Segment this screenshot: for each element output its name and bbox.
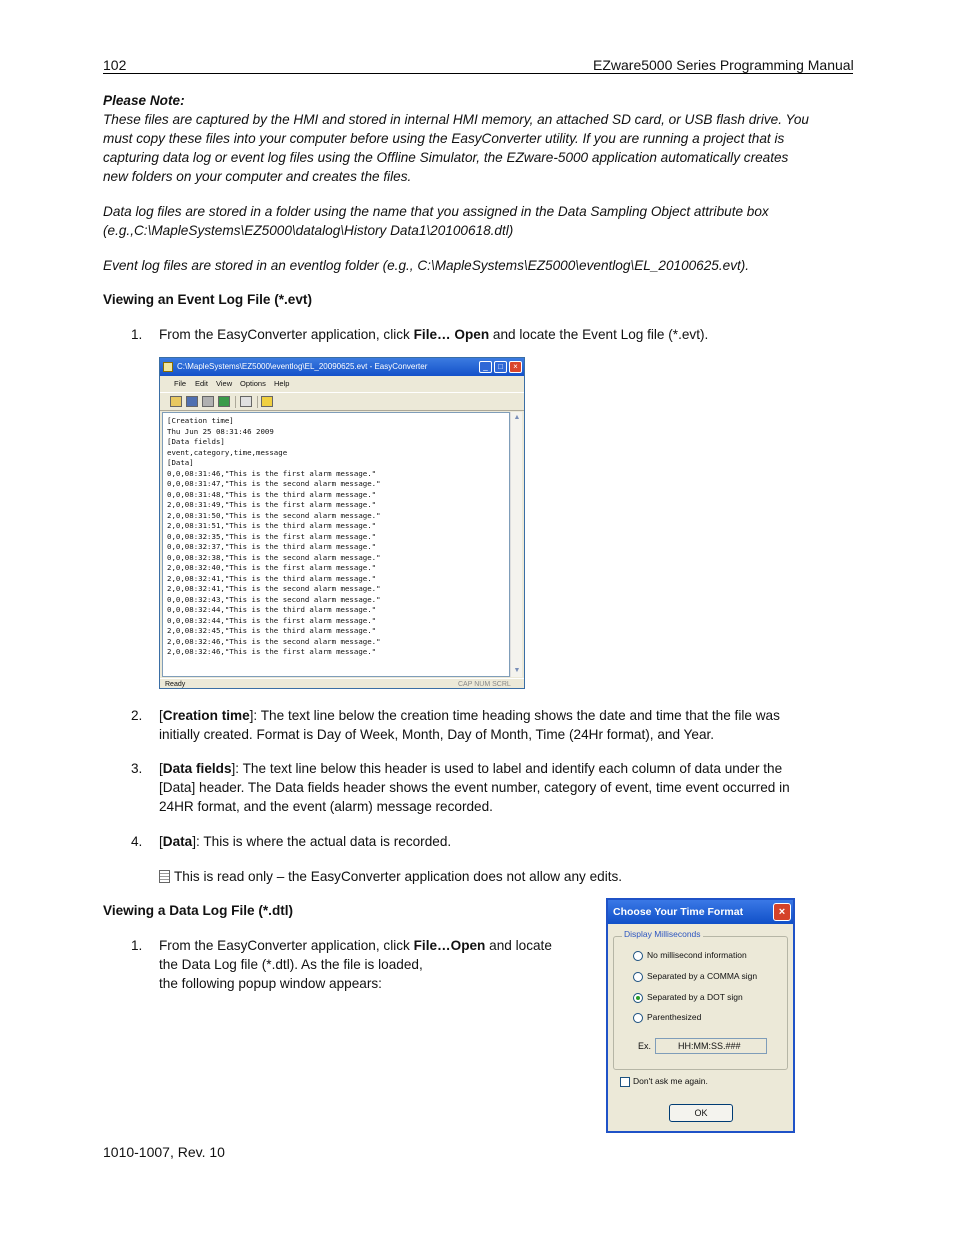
radio-label: Separated by a DOT sign <box>647 992 743 1002</box>
radio-label: Parenthesized <box>647 1012 702 1022</box>
radio-parenthesized[interactable] <box>633 1013 643 1023</box>
toolbar-separator <box>257 396 258 408</box>
section-heading-event: Viewing an Event Log File (*.evt) <box>103 292 312 307</box>
step-text <box>159 832 839 851</box>
step-number: 4. <box>131 834 143 849</box>
example-field: HH:MM:SS.### <box>655 1038 767 1054</box>
step-text-bold: File… Open <box>413 327 490 342</box>
menu-options[interactable]: Options <box>240 379 266 388</box>
status-ready: Ready <box>165 681 186 688</box>
step-text-pre: From the EasyConverter application, click <box>159 938 414 953</box>
open-icon[interactable] <box>170 396 182 407</box>
manual-title: EZware5000 Series Programming Manual <box>593 57 854 73</box>
step-text-post: and locate the Event Log file (*.evt). <box>489 327 709 342</box>
minimize-icon[interactable]: _ <box>479 361 492 373</box>
vertical-scrollbar[interactable] <box>510 412 522 677</box>
step-text <box>159 936 579 993</box>
group-label: Display Milliseconds <box>624 929 701 939</box>
radio-label: Separated by a COMMA sign <box>647 971 758 981</box>
note-label: Please Note: <box>103 93 185 108</box>
copy-icon[interactable] <box>240 396 252 407</box>
radio-label: No millisecond information <box>647 950 747 960</box>
log-line: 2,0,08:31:51,"This is the third alarm message." <box>167 521 377 530</box>
readonly-note-text: This is read only – the EasyConverter application does not allow any edits. <box>174 869 623 884</box>
log-line: 0,0,08:32:35,"This is the first alarm message." <box>167 531 377 541</box>
log-line: 0,0,08:31:46,"This is the first alarm message." <box>167 468 377 478</box>
radio-comma[interactable] <box>633 972 643 982</box>
print-icon[interactable] <box>202 396 214 407</box>
maximize-icon[interactable]: □ <box>494 361 507 373</box>
toolbar-separator <box>235 396 236 408</box>
easyconverter-window <box>159 357 525 689</box>
step-text-line: the Data Log file (*.dtl). As the file is loaded, <box>159 957 423 972</box>
step-text-rest: ]: The text line below the creation time heading shows the date and time that the file was <box>249 708 780 723</box>
log-line: 2,0,08:32:41,"This is the third alarm message." <box>167 573 377 583</box>
dont-ask-label: Don't ask me again. <box>633 1076 708 1086</box>
bracket-open: [ <box>159 761 163 776</box>
menu-bar <box>160 377 524 391</box>
log-line: 2,0,08:32:46,"This is the second alarm message." <box>167 636 381 646</box>
bracket-open: [ <box>159 708 163 723</box>
menu-view[interactable]: View <box>216 379 233 388</box>
step-text <box>159 325 839 344</box>
log-line: 0,0,08:31:48,"This is the third alarm message." <box>167 489 377 499</box>
example-label: Ex. <box>638 1041 652 1051</box>
radio-no-milliseconds[interactable] <box>633 951 643 961</box>
excel-icon[interactable] <box>218 396 230 407</box>
datalog-line: Data log files are stored in a folder using the name that you assigned in the Data Sampling Object attribute box <box>103 204 769 219</box>
page-number: 102 <box>103 57 127 73</box>
doc-number: 1010-1007, Rev. 10 <box>103 1144 225 1160</box>
note-line: capturing data log or event log files using the Offline Simulator, the EZware-5000 application automatically creates <box>103 150 789 165</box>
log-line: [Data fields] <box>167 437 225 446</box>
log-line: 0,0,08:32:38,"This is the second alarm message." <box>167 552 381 562</box>
log-line: 0,0,08:32:37,"This is the third alarm message." <box>167 542 377 551</box>
help-icon[interactable] <box>261 396 273 407</box>
status-bar <box>160 678 524 689</box>
menu-help[interactable]: Help <box>274 379 290 388</box>
step-text-pre: From the EasyConverter application, click <box>159 327 414 342</box>
note-paragraph <box>103 110 843 186</box>
dialog-titlebar[interactable] <box>608 900 793 924</box>
bracket-open: [ <box>159 834 163 849</box>
step-number: 2. <box>131 708 143 723</box>
readonly-note <box>159 867 839 886</box>
toolbar <box>160 392 524 411</box>
log-line: 0,0,08:32:43,"This is the second alarm message." <box>167 594 381 604</box>
step-text-line: [Data] header. The Data fields header shows the event number, category of event, time event occurred in <box>159 780 790 795</box>
log-line: 2,0,08:32:45,"This is the third alarm message." <box>167 626 377 635</box>
log-line: 0,0,08:31:47,"This is the second alarm message." <box>167 479 381 488</box>
eventlog-line: Event log files are stored in an eventlog folder (e.g., C:\MapleSystems\EZ5000\eventlog\EL_20100625.evt). <box>103 258 750 273</box>
dont-ask-checkbox[interactable] <box>620 1077 630 1087</box>
menu-file[interactable]: File <box>174 379 187 388</box>
scroll-up-icon[interactable]: ▲ <box>513 414 521 421</box>
close-icon[interactable]: × <box>509 361 522 373</box>
log-line: 2,0,08:32:46,"This is the first alarm message." <box>167 647 377 656</box>
dialog-title: Choose Your Time Format <box>613 906 744 918</box>
close-icon[interactable]: × <box>773 903 791 921</box>
log-line: event,category,time,message <box>167 447 288 457</box>
step-number: 1. <box>131 327 143 342</box>
log-line: 2,0,08:32:41,"This is the second alarm message." <box>167 584 381 593</box>
step-text-line: initially created. Format is Day of Week, Month, Day of Month, Time (24Hr format), and Year. <box>159 727 715 742</box>
step-text <box>159 706 839 744</box>
header-rule <box>103 73 853 74</box>
log-line: 0,0,08:32:44,"This is the first alarm message." <box>167 615 377 625</box>
save-icon[interactable] <box>186 396 198 407</box>
window-titlebar[interactable] <box>160 358 524 376</box>
note-line: These files are captured by the HMI and stored in internal HMI memory, an attached SD card, or USB flash drive. You <box>103 112 809 127</box>
step-text-rest: ]: This is where the actual data is recorded. <box>192 834 452 849</box>
app-icon <box>163 362 173 372</box>
log-line: [Creation time] <box>167 416 234 425</box>
step-text-line: the following popup window appears: <box>159 976 382 991</box>
datalog-line: (e.g.,C:\MapleSystems\EZ5000\datalog\History Data1\20100618.dtl) <box>103 223 514 238</box>
radio-dot[interactable] <box>633 993 643 1003</box>
step-number: 1. <box>131 938 143 953</box>
datalog-paragraph <box>103 202 843 240</box>
event-log-text-area[interactable] <box>162 412 510 677</box>
step-text-bold: Creation time <box>162 708 250 723</box>
step-text-bold: Data <box>162 834 193 849</box>
time-format-dialog <box>606 898 795 1133</box>
log-line: 0,0,08:32:44,"This is the third alarm message." <box>167 605 377 614</box>
log-line: 2,0,08:31:49,"This is the first alarm message." <box>167 500 377 509</box>
section-heading-data: Viewing a Data Log File (*.dtl) <box>103 903 294 918</box>
ok-button[interactable]: OK <box>669 1104 733 1122</box>
log-line: Thu Jun 25 08:31:46 2009 <box>167 426 274 436</box>
menu-edit[interactable]: Edit <box>195 379 208 388</box>
log-line: 2,0,08:31:50,"This is the second alarm message." <box>167 510 381 520</box>
status-indicators: CAP NUM SCRL <box>458 681 511 688</box>
step-text <box>159 759 839 816</box>
note-icon <box>159 870 170 883</box>
step-number: 3. <box>131 761 143 776</box>
window-title: C:\MapleSystems\EZ5000\eventlog\EL_20090625.evt - EasyConverter <box>177 362 428 371</box>
log-line: [Data] <box>167 458 194 467</box>
log-line: 2,0,08:32:40,"This is the first alarm message." <box>167 563 377 572</box>
step-text-line: 24HR format, and the event (alarm) message recorded. <box>159 799 493 814</box>
step-text-bold: Data fields <box>162 761 232 776</box>
step-text-rest: ]: The text line below this header is used to label and identify each column of data under the <box>231 761 783 776</box>
note-line: must copy these files into your computer before using the EasyConverter utility. If you are running a project that is <box>103 131 785 146</box>
note-line: new folders on your computer and creates the files. <box>103 169 412 184</box>
step-text-bold: File…Open <box>413 938 486 953</box>
step-text-post: and locate <box>485 938 552 953</box>
scroll-down-icon[interactable]: ▼ <box>513 667 521 674</box>
